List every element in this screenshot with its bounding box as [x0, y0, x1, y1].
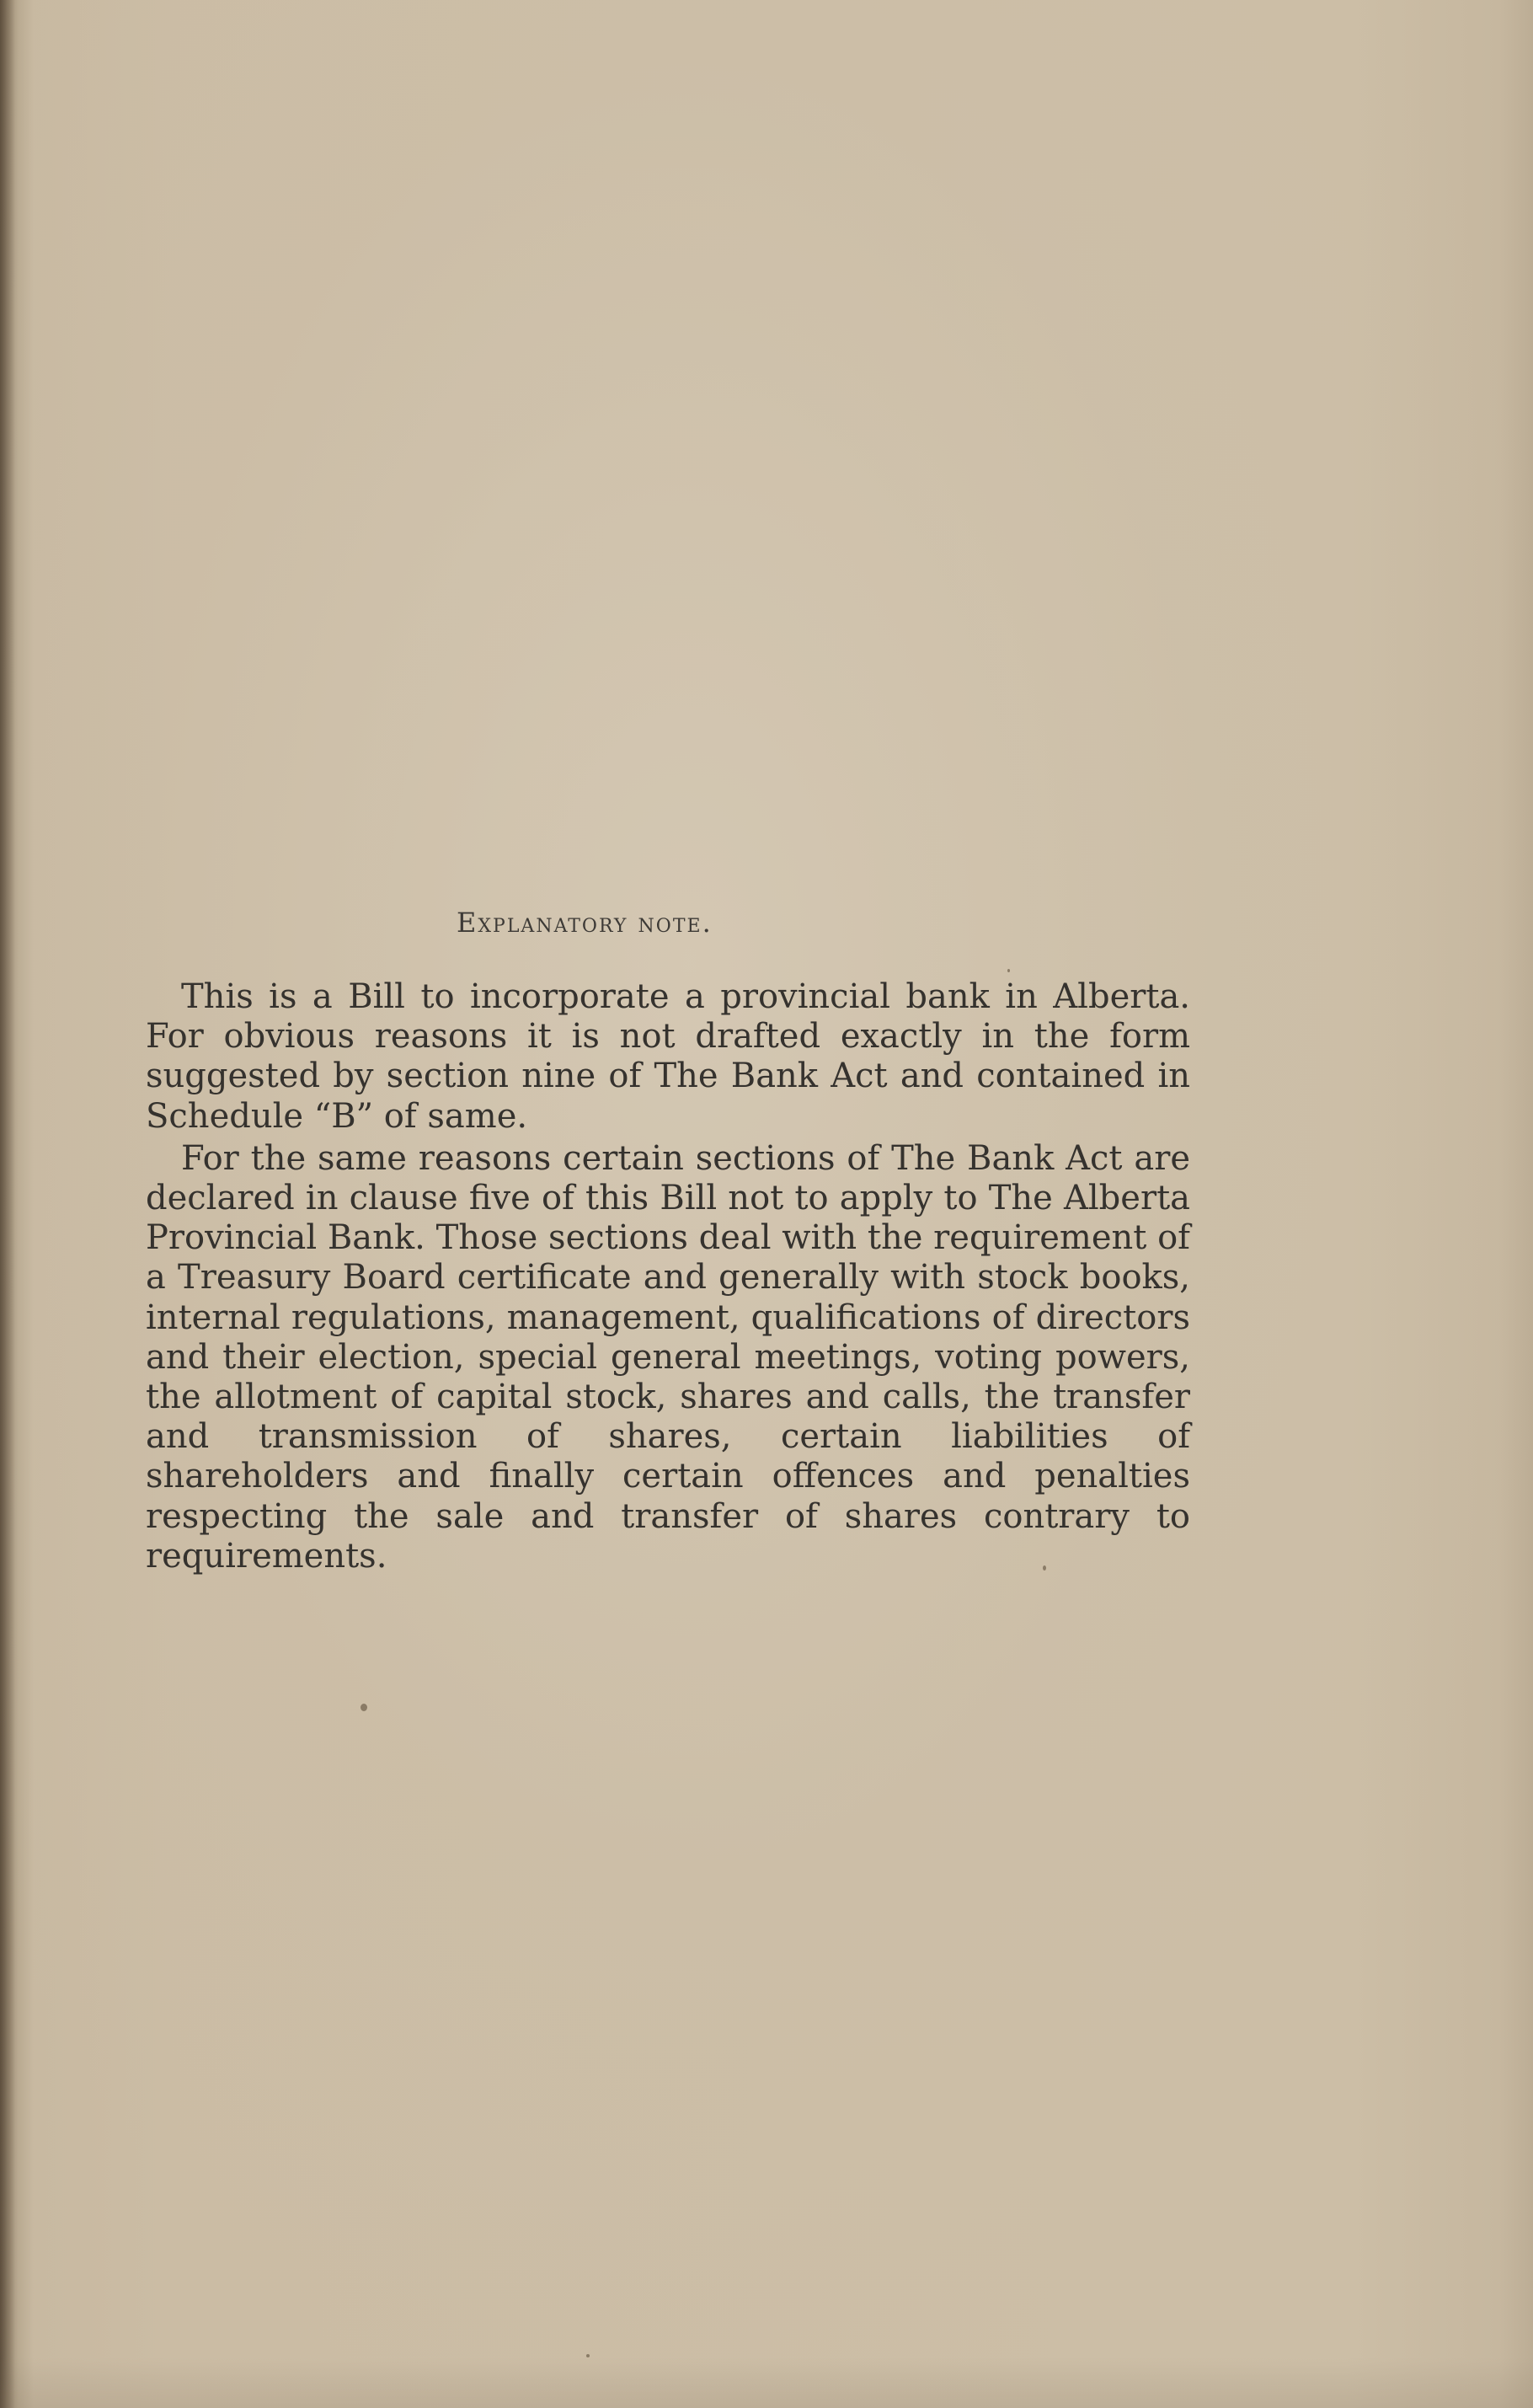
- page-bottom-shade: [0, 2357, 1533, 2408]
- note-paragraph-2: For the same reasons certain sections of The Bank Act are declared in clause five of this Bill not to apply to The Alberta Provincial Bank. Those sections deal with the requirement of a Treasury Board certificate and generally with stock books, internal regulations, management, qualifications of directors and their election, special general meetings, voting powers, the allotment of capital stock, shares and calls, the transfer and transmission of shares, certain liabilities of shareholders and finally certain offences and penalties respecting the sale and transfer of shares contrary to requirements.: [146, 1138, 1190, 1576]
- note-paragraph-1: This is a Bill to incorporate a provincial bank in Alberta. For obvious reasons it is not drafted exactly in the form suggested by section nine of The Bank Act and contained in Schedule “B” of same.: [146, 977, 1190, 1136]
- spine-shadow: [0, 0, 15, 2408]
- explanatory-note-heading: Explanatory note.: [457, 907, 713, 939]
- paper-speck: [1007, 969, 1010, 972]
- paper-speck: [586, 2354, 590, 2357]
- paper-speck: [361, 1704, 367, 1711]
- explanatory-note-body: [146, 977, 1190, 1576]
